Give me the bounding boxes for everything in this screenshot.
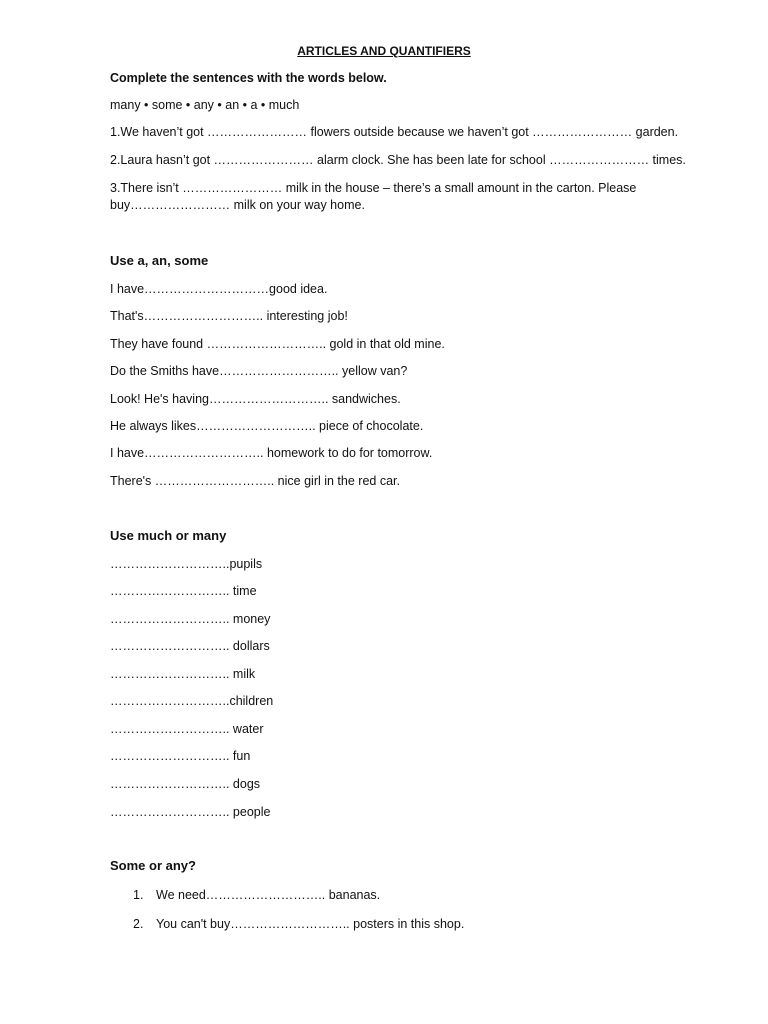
list-item: ……………………….. milk — [110, 667, 256, 681]
list-item: ………………………..pupils — [110, 557, 263, 571]
list-item: That's……………………….. interesting job! — [110, 309, 348, 323]
item-text: We need……………………….. bananas. — [156, 888, 381, 902]
list-item: ……………………….. dollars — [110, 639, 270, 653]
item-text: You can't buy……………………….. posters in this shop. — [156, 917, 465, 931]
list-item: ……………………….. money — [110, 612, 271, 626]
exercise-sentence: 1.We haven’t got …………………… flowers outside because we haven’t got …………………… garden. — [110, 125, 679, 139]
list-item: He always likes……………………….. piece of chocolate. — [110, 419, 424, 433]
numbered-item — [133, 916, 464, 932]
item-number: 2. — [133, 917, 144, 931]
list-item: Look! He's having……………………….. sandwiches. — [110, 392, 401, 406]
list-item: ………………………..children — [110, 694, 274, 708]
section4-heading: Some or any? — [110, 858, 196, 873]
list-item: There's ……………………….. nice girl in the red car. — [110, 474, 400, 488]
list-item: ……………………….. dogs — [110, 777, 261, 791]
list-item: ……………………….. water — [110, 722, 264, 736]
list-item: I have……………………….. homework to do for tomorrow. — [110, 446, 433, 460]
list-item: ……………………….. people — [110, 805, 271, 819]
exercise-sentence: 3.There isn’t …………………… milk in the house – there’s a small amount in the carton. Please — [110, 181, 637, 195]
list-item: They have found ……………………….. gold in that old mine. — [110, 337, 445, 351]
exercise-sentence: 2.Laura hasn’t got …………………… alarm clock. She has been late for school …………………… times. — [110, 153, 686, 167]
list-item: I have…………………………good idea. — [110, 282, 328, 296]
section1-instruction: Complete the sentences with the words below. — [110, 71, 387, 85]
list-item: Do the Smiths have……………………….. yellow van? — [110, 364, 408, 378]
section3-heading: Use much or many — [110, 528, 227, 543]
page-title: ARTICLES AND QUANTIFIERS — [297, 44, 471, 58]
list-item: ……………………….. time — [110, 584, 257, 598]
item-number: 1. — [133, 888, 144, 902]
word-bank: many • some • any • an • a • much — [110, 98, 300, 112]
section2-heading: Use a, an, some — [110, 253, 209, 268]
list-item: ……………………….. fun — [110, 749, 251, 763]
exercise-sentence: buy…………………… milk on your way home. — [110, 198, 365, 212]
numbered-item — [133, 887, 380, 903]
